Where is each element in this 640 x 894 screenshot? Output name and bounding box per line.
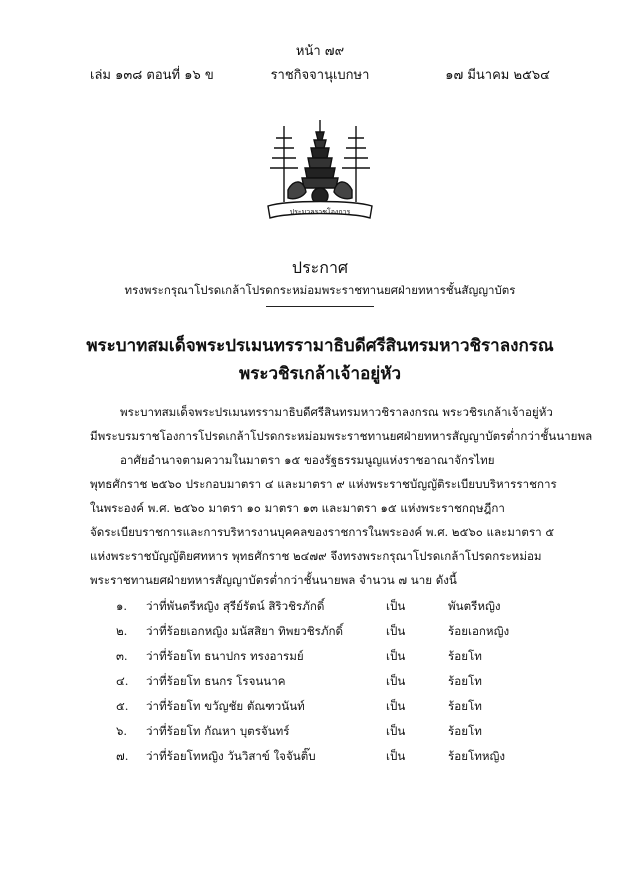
- list-item: [90, 648, 550, 673]
- item-name: ว่าที่ร้อยโท ธนกร โรจนนาค: [146, 674, 286, 688]
- announcement-subtitle: ทรงพระกรุณาโปรดเกล้าโปรดกระหม่อมพระราชทานยศฝ่ายทหารชั้นสัญญาบัตร: [124, 283, 516, 297]
- item-rank: ร้อยโทหญิง: [448, 749, 506, 763]
- item-name: ว่าที่ร้อยโท ขวัญชัย ตัณฑวนันท์: [146, 699, 305, 713]
- paragraph-line: พุทธศักราช ๒๕๖๐ ประกอบมาตรา ๔ และมาตรา ๙ แห่งพระราชบัญญัติระเบียบบริหารราชการ: [90, 477, 557, 491]
- king-title-line-2: พระวชิรเกล้าเจ้าอยู่หัว: [239, 364, 401, 384]
- list-item: [90, 598, 550, 623]
- item-rank: ร้อยโท: [448, 649, 482, 663]
- item-name: ว่าที่ร้อยโทหญิง วันวิสาข์ ใจจันติ๊บ: [146, 749, 316, 763]
- gazette-name: ราชกิจจานุเบกษา: [270, 68, 370, 83]
- item-name: ว่าที่พันตรีหญิง สุรีย์รัตน์ สิริวชิรภักดิ์: [146, 599, 325, 613]
- list-item: [90, 698, 550, 723]
- item-verb: เป็น: [386, 599, 406, 613]
- emblem-ribbon-text: ประมวลราชโองการ: [289, 208, 351, 216]
- item-number: ๔.: [116, 674, 129, 688]
- paragraph-line: พระบาทสมเด็จพระปรเมนทรรามาธิบดีศรีสินทรมหาวชิราลงกรณ พระวชิรเกล้าเจ้าอยู่หัว: [120, 405, 553, 419]
- promotion-list: [90, 598, 550, 773]
- item-number: ๓.: [116, 649, 128, 663]
- paragraph-line: พระราชทานยศฝ่ายทหารสัญญาบัตรต่ำกว่าชั้นนายพล จำนวน ๗ นาย ดังนี้: [90, 573, 457, 587]
- item-verb: เป็น: [386, 724, 406, 738]
- item-verb: เป็น: [386, 699, 406, 713]
- item-name: ว่าที่ร้อยเอกหญิง มนัสสิยา ทิพยวชิรภักดิ์: [146, 624, 344, 638]
- paragraph-line: มีพระบรมราชโองการโปรดเกล้าโปรดกระหม่อมพระราชทานยศฝ่ายทหารสัญญาบัตรต่ำกว่าชั้นนายพล: [90, 429, 593, 443]
- list-item: [90, 748, 550, 773]
- list-item: [90, 723, 550, 748]
- paragraph-line: ในพระองค์ พ.ศ. ๒๕๖๐ มาตรา ๑๐ มาตรา ๑๓ และมาตรา ๑๕ แห่งพระราชกฤษฎีกา: [90, 501, 505, 515]
- item-name: ว่าที่ร้อยโท ธนาปกร ทรงอารมย์: [146, 649, 304, 663]
- item-verb: เป็น: [386, 649, 406, 663]
- item-number: ๗.: [116, 749, 129, 763]
- paragraph-authority: [90, 448, 557, 592]
- item-rank: พันตรีหญิง: [448, 599, 501, 613]
- item-number: ๒.: [116, 624, 128, 638]
- paragraph-line: อาศัยอำนาจตามความในมาตรา ๑๕ ของรัฐธรรมนูญแห่งราชอาณาจักรไทย: [120, 453, 495, 467]
- royal-crown-emblem-icon: [258, 118, 382, 226]
- item-number: ๕.: [116, 699, 129, 713]
- volume-issue: เล่ม ๑๓๘ ตอนที่ ๑๖ ข: [90, 68, 214, 83]
- announcement-title: ประกาศ: [291, 258, 349, 277]
- item-number: ๑.: [116, 599, 128, 613]
- item-rank: ร้อยโท: [448, 724, 482, 738]
- item-rank: ร้อยโท: [448, 699, 482, 713]
- item-verb: เป็น: [386, 624, 406, 638]
- list-item: [90, 623, 550, 648]
- paragraph-intro: [90, 400, 593, 448]
- item-verb: เป็น: [386, 749, 406, 763]
- item-number: ๖.: [116, 724, 128, 738]
- item-rank: ร้อยโท: [448, 674, 482, 688]
- item-rank: ร้อยเอกหญิง: [448, 624, 510, 638]
- list-item: [90, 673, 550, 698]
- gazette-meta-row: [90, 64, 550, 84]
- title-divider: [266, 306, 374, 307]
- paragraph-line: แห่งพระราชบัญญัติยศทหาร พุทธศักราช ๒๔๗๙ จึงทรงพระกรุณาโปรดเกล้าโปรดกระหม่อม: [90, 549, 542, 563]
- item-verb: เป็น: [386, 674, 406, 688]
- paragraph-line: จัดระเบียบราชการและการบริหารงานบุคคลของราชการในพระองค์ พ.ศ. ๒๕๖๐ และมาตรา ๕: [90, 525, 555, 539]
- item-name: ว่าที่ร้อยโท กัณหา บุตรจันทร์: [146, 724, 290, 738]
- king-title-line-1: พระบาทสมเด็จพระปรเมนทรรามาธิบดีศรีสินทรมหาวชิราลงกรณ: [86, 336, 554, 356]
- publication-date: ๑๗ มีนาคม ๒๕๖๔: [445, 68, 550, 83]
- page-number: หน้า ๗๙: [295, 44, 345, 59]
